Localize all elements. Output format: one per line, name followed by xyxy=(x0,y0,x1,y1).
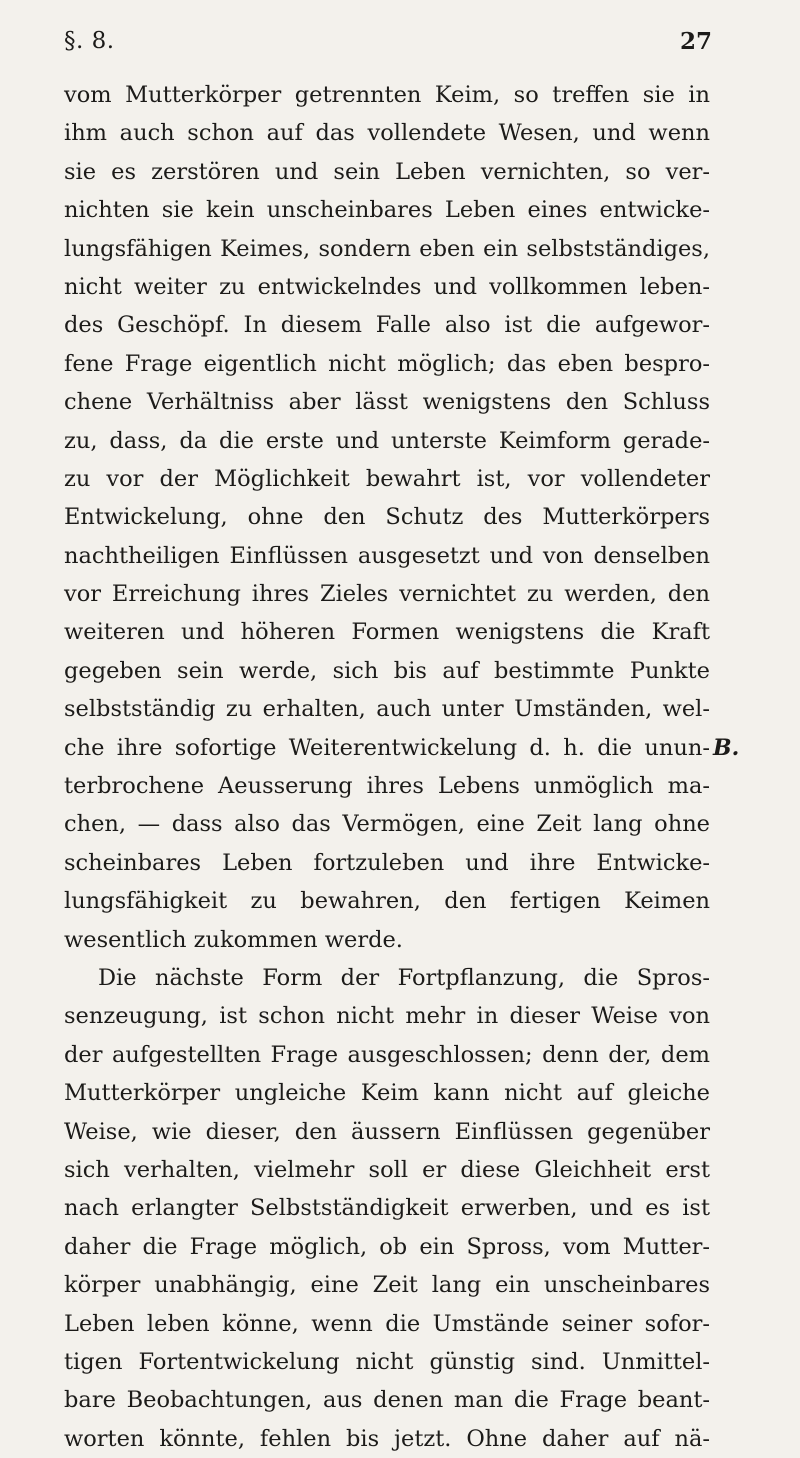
text-line: Leben leben könne, wenn die Umstände seiner sofor- xyxy=(64,1310,710,1337)
text-line: senzeugung, ist schon nicht mehr in dieser Weise von xyxy=(64,1003,710,1030)
page-header xyxy=(64,28,712,68)
text-line: zu, dass, da die erste und unterste Keimform gerade- xyxy=(64,427,710,454)
text-line: zu vor der Möglichkeit bewahrt ist, vor vollendeter xyxy=(64,465,710,492)
text-line: sie es zerstören und sein Leben vernichten, so ver- xyxy=(64,158,710,185)
text-line: tigen Fortentwickelung nicht günstig sind. Unmittel- xyxy=(64,1348,710,1375)
text-line: chene Verhältniss aber lässt wenigstens den Schluss xyxy=(64,389,710,416)
text-line: nichten sie kein unscheinbares Leben eines entwicke- xyxy=(64,197,710,224)
text-line: selbstständig zu erhalten, auch unter Umständen, wel- xyxy=(64,696,710,723)
text-line: fene Frage eigentlich nicht möglich; das eben bespro- xyxy=(64,350,710,377)
text-line: Entwickelung, ohne den Schutz des Mutterkörpers xyxy=(64,504,710,531)
text-line: des Geschöpf. In diesem Falle also ist die aufgewor- xyxy=(64,312,710,339)
paragraph-start-line: Die nächste Form der Fortpflanzung, die Spros- xyxy=(98,964,710,991)
text-line: worten könnte, fehlen bis jetzt. Ohne daher auf nä- xyxy=(64,1425,710,1452)
section-number: §. 8. xyxy=(64,28,115,54)
text-line: vom Mutterkörper getrennten Keim, so treffen sie in xyxy=(64,82,710,108)
text-line: che ihre sofortige Weiterentwickelung d. h. die unun- xyxy=(64,734,710,761)
text-line: sich verhalten, vielmehr soll er diese Gleichheit erst xyxy=(64,1156,710,1183)
text-line: gegeben sein werde, sich bis auf bestimmte Punkte xyxy=(64,657,710,684)
text-line: körper unabhängig, eine Zeit lang ein unscheinbares xyxy=(64,1272,710,1299)
text-line: lungsfähigen Keimes, sondern eben ein selbstständiges, xyxy=(64,235,710,262)
text-line: daher die Frage möglich, ob ein Spross, vom Mutter- xyxy=(64,1233,710,1260)
text-line: nicht weiter zu entwickelndes und vollkommen leben- xyxy=(64,273,710,300)
text-line: vor Erreichung ihres Zieles vernichtet zu werden, den xyxy=(64,581,710,608)
text-line: bare Beobachtungen, aus denen man die Frage beant- xyxy=(64,1387,710,1414)
text-line: Weise, wie dieser, den äussern Einflüssen gegenüber xyxy=(64,1118,710,1145)
text-line: ihm auch schon auf das vollendete Wesen, und wenn xyxy=(64,120,710,147)
text-line: terbrochene Aeusserung ihres Lebens unmöglich ma- xyxy=(64,773,710,800)
text-line: chen, — dass also das Vermögen, eine Zeit lang ohne xyxy=(64,811,710,838)
text-line: Mutterkörper ungleiche Keim kann nicht auf gleiche xyxy=(64,1080,710,1107)
paragraph-end-line: wesentlich zukommen werde. xyxy=(64,926,403,953)
body-text xyxy=(64,76,710,1458)
text-line: der aufgestellten Frage ausgeschlossen; denn der, dem xyxy=(64,1041,710,1068)
text-line: weiteren und höheren Formen wenigstens die Kraft xyxy=(64,619,710,646)
text-line: nachtheiligen Einflüssen ausgesetzt und von denselben xyxy=(64,542,710,569)
page-number: 27 xyxy=(679,28,712,55)
text-line: nach erlangter Selbstständigkeit erwerben, und es ist xyxy=(64,1195,710,1222)
text-line: lungsfähigkeit zu bewahren, den fertigen Keimen xyxy=(64,888,710,915)
margin-note: B. xyxy=(713,735,740,761)
text-line: scheinbares Leben fortzuleben und ihre Entwicke- xyxy=(64,849,710,876)
